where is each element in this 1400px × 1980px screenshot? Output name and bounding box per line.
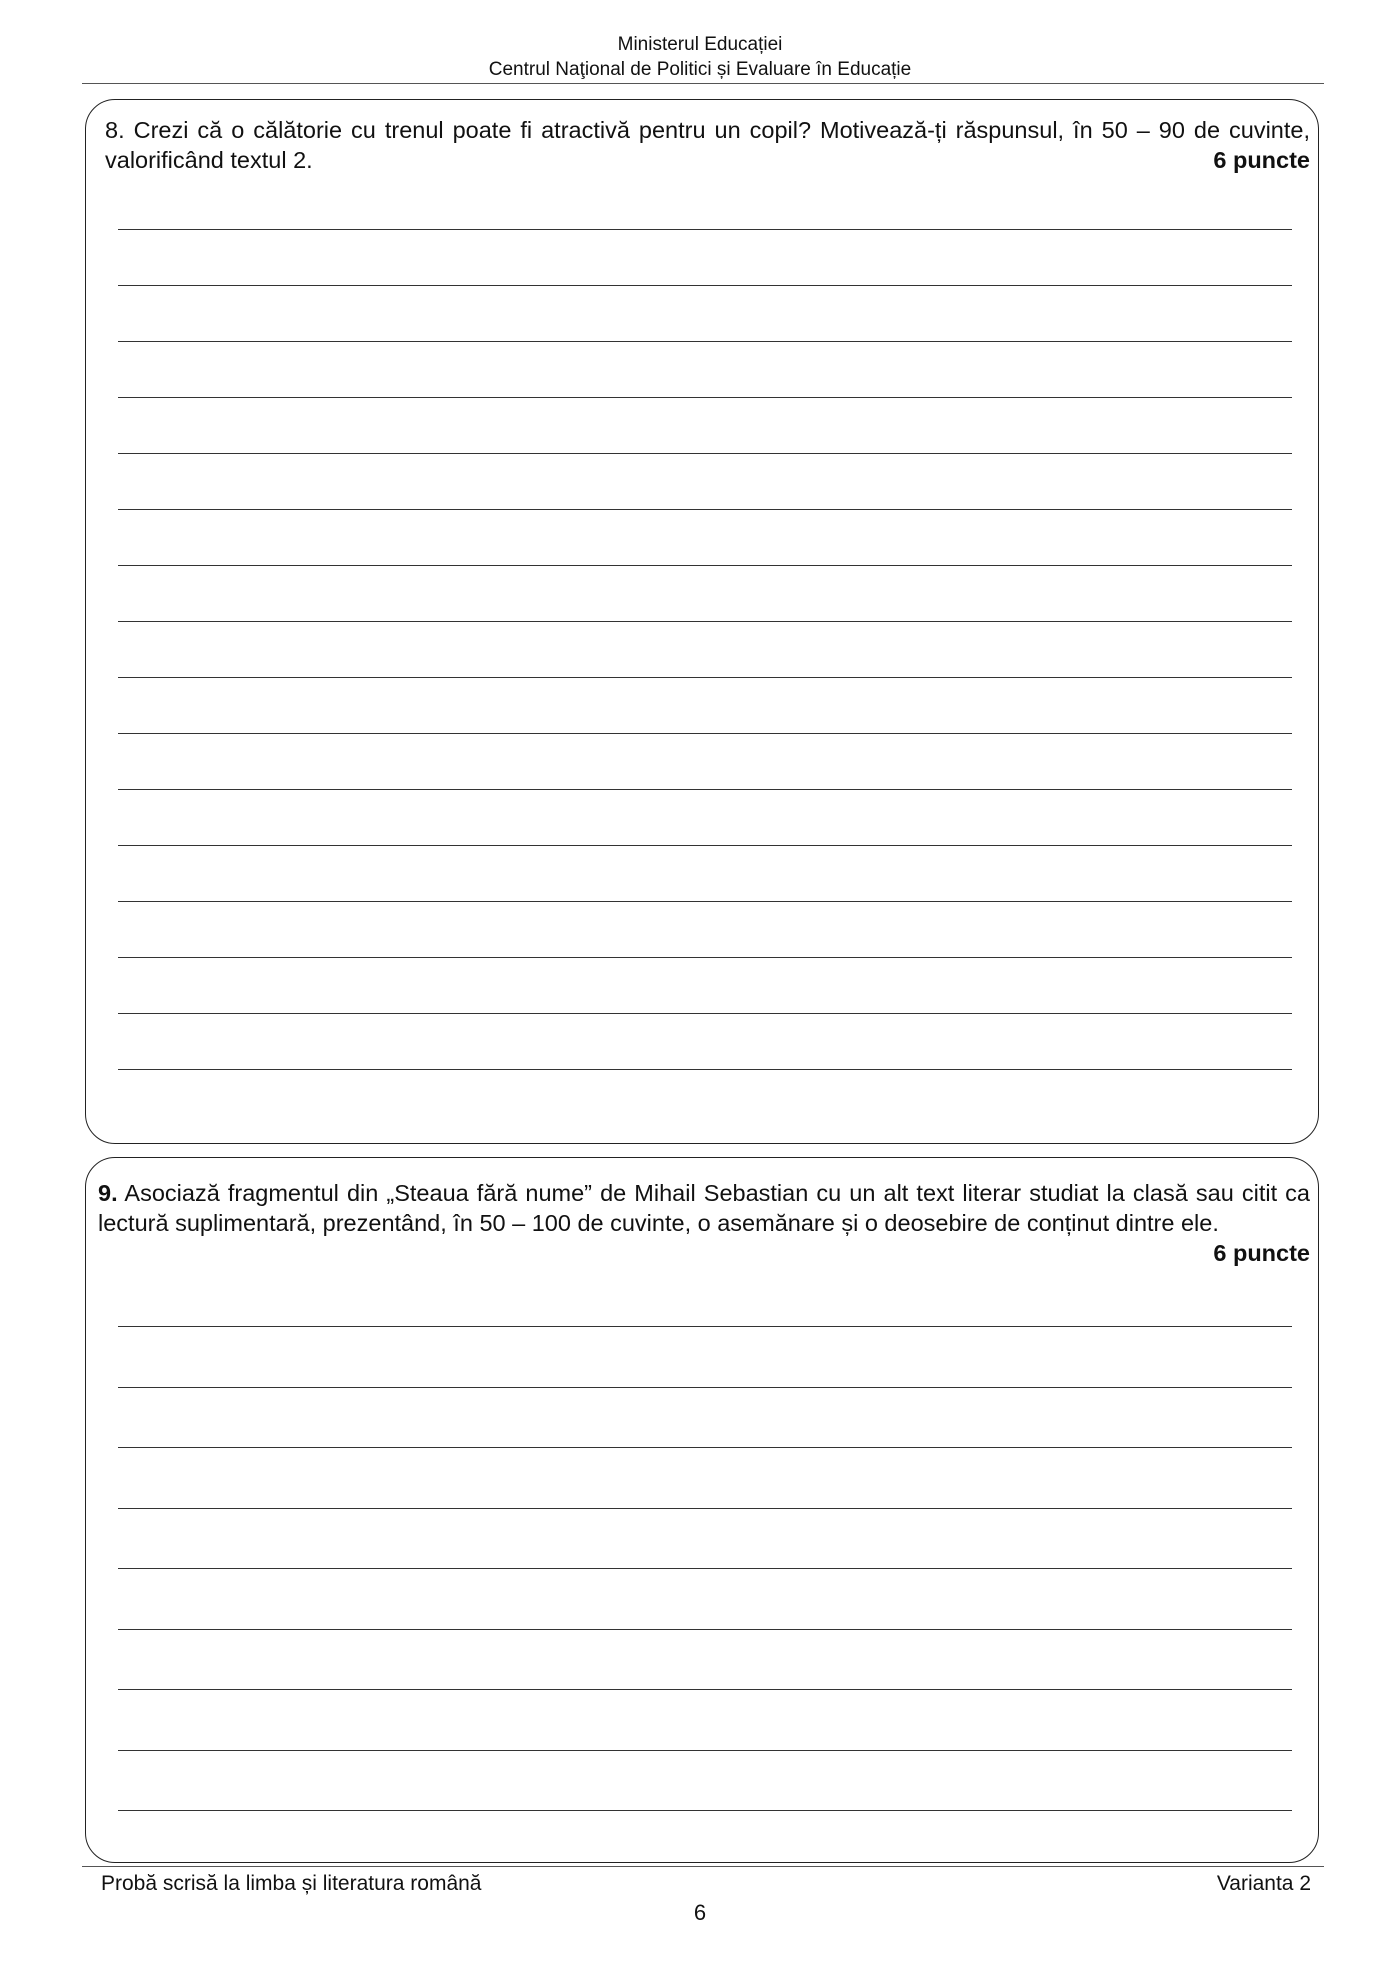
header-center: Centrul Naţional de Politici și Evaluare în Educație: [488, 59, 912, 80]
question-9-text: [98, 1178, 1310, 1238]
footer-exam-title: Probă scrisă la limba și literatura română: [101, 1872, 482, 1895]
question-9-number: 9.: [98, 1180, 118, 1206]
question-9-box: [85, 1157, 1319, 1863]
answer-line[interactable]: [118, 285, 1292, 286]
answer-line[interactable]: [118, 845, 1292, 846]
answer-line[interactable]: [118, 453, 1292, 454]
answer-line[interactable]: [118, 621, 1292, 622]
answer-line[interactable]: [118, 1629, 1292, 1630]
answer-line[interactable]: [118, 901, 1292, 902]
answer-line[interactable]: [118, 397, 1292, 398]
answer-line[interactable]: [118, 1326, 1292, 1327]
question-9-prompt: Asociază fragmentul din „Steaua fără nume” de Mihail Sebastian cu un alt text literar studiat la clasă sau citit ca lectură suplimentară, prezentând, în 50 – 100 de cuvinte, o asemănare și o deosebire de conținut dintre ele.: [98, 1180, 1310, 1236]
answer-line[interactable]: [118, 677, 1292, 678]
answer-line[interactable]: [118, 229, 1292, 230]
answer-line[interactable]: [118, 1689, 1292, 1690]
question-9-points: 6 puncte: [1213, 1240, 1310, 1266]
question-8-points: 6 puncte: [1213, 147, 1310, 173]
answer-line[interactable]: [118, 957, 1292, 958]
header-divider: [82, 83, 1324, 84]
answer-line[interactable]: [118, 1387, 1292, 1388]
answer-line[interactable]: [118, 1568, 1292, 1569]
answer-line[interactable]: [118, 1447, 1292, 1448]
answer-line[interactable]: [118, 1508, 1292, 1509]
answer-line[interactable]: [118, 341, 1292, 342]
answer-line[interactable]: [118, 509, 1292, 510]
question-8-text: [105, 115, 1310, 175]
question-8-box: [85, 99, 1319, 1144]
answer-line[interactable]: [118, 1069, 1292, 1070]
question-8-number: 8.: [105, 117, 125, 143]
page-header: [0, 32, 1400, 82]
footer-variant: Varianta 2: [1216, 1872, 1311, 1895]
answer-line[interactable]: [118, 733, 1292, 734]
answer-line[interactable]: [118, 1810, 1292, 1811]
answer-line[interactable]: [118, 565, 1292, 566]
footer-divider: [82, 1866, 1324, 1867]
answer-line[interactable]: [118, 1750, 1292, 1751]
question-8-prompt: Crezi că o călătorie cu trenul poate fi atractivă pentru un copil? Motivează-ți răspunsul, în 50 – 90 de cuvinte, valorificând textul 2.: [105, 117, 1310, 173]
answer-line[interactable]: [118, 789, 1292, 790]
header-ministry: Ministerul Educației: [617, 34, 783, 55]
page-number: 6: [693, 1900, 707, 1925]
answer-line[interactable]: [118, 1013, 1292, 1014]
